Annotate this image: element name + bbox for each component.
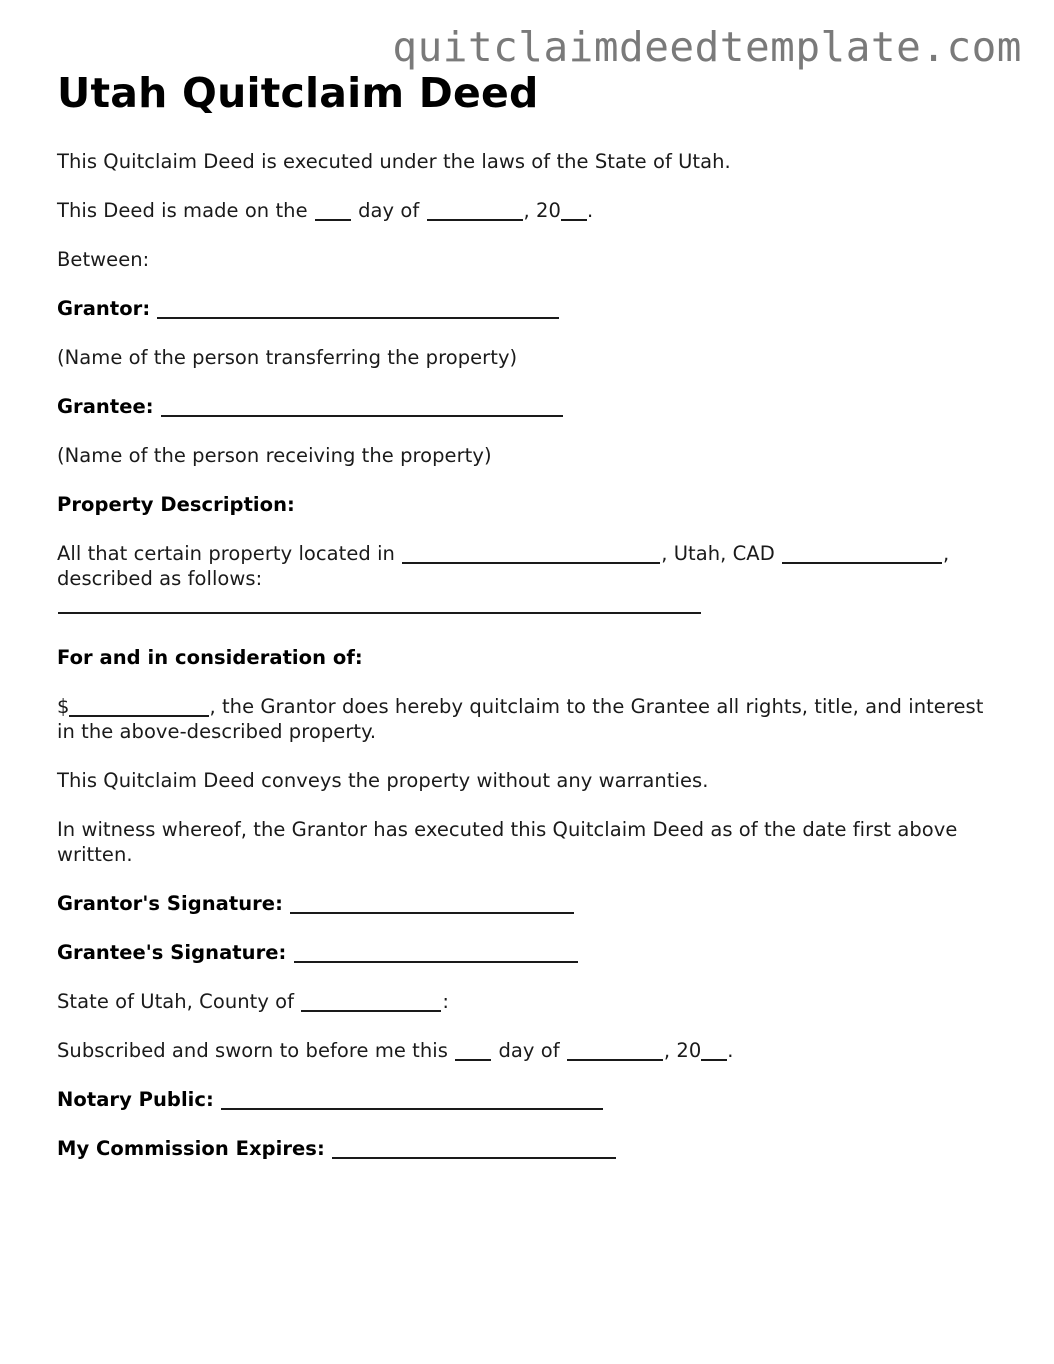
no-warranty-row <box>57 769 987 794</box>
legal-description-blank[interactable] <box>58 593 701 614</box>
notary-public-blank[interactable] <box>221 1090 603 1111</box>
grantee-signature-label: Grantee's Signature: <box>57 941 287 965</box>
property-description-label: Property Description: <box>57 492 295 516</box>
no-warranty-label: This Quitclaim Deed conveys the property without any warranties. <box>57 769 709 793</box>
grantee-row <box>57 395 987 420</box>
notary-day-blank[interactable] <box>455 1041 491 1062</box>
grantor-signature-blank[interactable] <box>290 894 574 915</box>
between-label <box>57 248 987 273</box>
property-description-heading <box>57 493 987 518</box>
property-body-suffix-label: , described as follows: <box>57 541 950 590</box>
notary-year-blank[interactable] <box>701 1041 727 1062</box>
consideration-amount-suffix-label: , the Grantor does hereby quitclaim to the Grantee all rights, title, and interest in the above-described property. <box>57 695 984 744</box>
commission-expires-row <box>57 1137 987 1162</box>
consideration-amount-prefix-label: $ <box>57 695 70 719</box>
grantor-name-blank[interactable] <box>157 298 559 319</box>
notary-sworn-year-prefix-label: , 20 <box>663 1039 702 1063</box>
notary-public-label: Notary Public: <box>57 1088 214 1112</box>
notary-sworn-prefix-label: Subscribed and sworn to before me this <box>57 1039 448 1063</box>
deed-year-blank[interactable] <box>561 200 587 221</box>
deed-day-blank[interactable] <box>315 200 351 221</box>
deed-date-line <box>57 199 987 224</box>
grantee-label: Grantee: <box>57 394 154 418</box>
consideration-body <box>57 695 987 745</box>
grantee-note-row <box>57 444 987 469</box>
grantee-signature-blank[interactable] <box>294 943 578 964</box>
deed-date-prefix-label: This Deed is made on the <box>57 198 308 222</box>
witness-row <box>57 818 987 868</box>
site-watermark: quitclaimdeedtemplate.com <box>392 23 1022 71</box>
notary-venue-suffix-label: : <box>442 990 449 1014</box>
property-cad-blank[interactable] <box>782 543 942 564</box>
consideration-amount-blank[interactable] <box>69 697 209 718</box>
notary-sworn-row <box>57 1039 987 1064</box>
legal-description-row <box>57 592 987 617</box>
grantor-label: Grantor: <box>57 296 151 320</box>
grantor-note-label: (Name of the person transferring the property) <box>57 345 518 369</box>
notary-sworn-mid-label: day of <box>498 1039 560 1063</box>
notary-venue-row <box>57 990 987 1015</box>
consideration-label: For and in consideration of: <box>57 646 363 670</box>
property-city-blank[interactable] <box>402 543 660 564</box>
executed-under-laws-text <box>57 150 987 175</box>
commission-expires-label: My Commission Expires: <box>57 1136 325 1160</box>
property-body-prefix-label: All that certain property located in <box>57 541 395 565</box>
grantor-row <box>57 297 987 322</box>
notary-sworn-suffix-label: . <box>727 1039 734 1063</box>
property-description-body <box>57 542 987 592</box>
consideration-heading <box>57 646 987 671</box>
page-title: Utah Quitclaim Deed <box>57 69 539 117</box>
executed-under-laws-label: This Quitclaim Deed is executed under the laws of the State of Utah. <box>57 150 731 173</box>
notary-month-blank[interactable] <box>567 1041 663 1062</box>
deed-year-prefix-label: , 20 <box>523 198 561 222</box>
document-body <box>57 150 987 1162</box>
deed-date-suffix-label: . <box>586 198 594 222</box>
grantee-signature-row <box>57 941 987 966</box>
notary-public-row <box>57 1088 987 1113</box>
grantor-signature-row <box>57 892 987 917</box>
grantee-note-label: (Name of the person receiving the property) <box>57 443 492 467</box>
between-text: Between: <box>57 247 150 271</box>
grantor-note-row <box>57 346 987 371</box>
witness-label: In witness whereof, the Grantor has executed this Quitclaim Deed as of the date first above written. <box>57 818 958 867</box>
grantee-name-blank[interactable] <box>161 396 563 417</box>
deed-month-blank[interactable] <box>427 200 523 221</box>
property-body-mid-label: , Utah, CAD <box>661 541 775 565</box>
notary-venue-prefix-label: State of Utah, County of <box>57 990 295 1014</box>
deed-date-mid-label: day of <box>358 198 420 222</box>
grantor-signature-label: Grantor's Signature: <box>57 892 283 916</box>
commission-expires-blank[interactable] <box>332 1138 616 1159</box>
notary-county-blank[interactable] <box>301 992 441 1013</box>
